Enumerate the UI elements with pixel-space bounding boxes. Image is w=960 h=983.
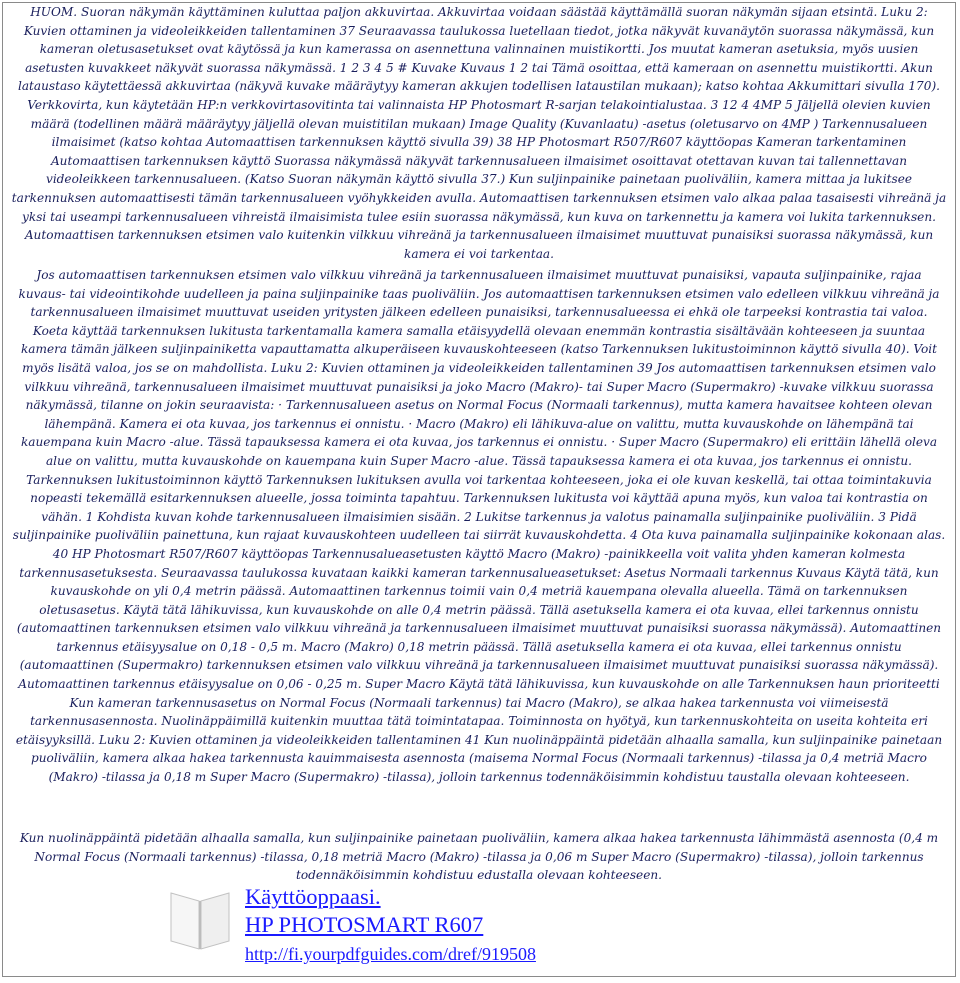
footer-links <box>245 883 536 966</box>
body-paragraph-3: Kun nuolinäppäintä pidetään alhaalla samalla, kun suljinpainike painetaan puoliväliin, kamera alkaa hakea tarkennusta lähimmästä asennosta (0,4 m Normal Focus (Normaali tarkennus) -tilassa, 0,18 metriä Macro (Makro) -tilassa ja 0,06 m Super Macro (Supermakro) -tilassa), jolloin tarkennus todennäköisimmin kohdistuu edustalla olevaan kohteeseen. <box>19 831 939 883</box>
guide-url-link[interactable]: http://fi.yourpdfguides.com/dref/919508 <box>245 944 536 964</box>
body-paragraph-2: Jos automaattisen tarkennuksen etsimen valo vilkkuu vihreänä ja tarkennusalueen ilmaisimet muuttuvat punaisiksi, vapauta suljinpainike, rajaa kuvaus- tai videointikohde uudelleen ja paina suljinpainike taas puoliväliin. Jos automaattisen tarkennuksen etsimen valo edelleen vilkkuu vihreänä ja tarkennusalueen ilmaisimet muuttuvat useiden yritysten jälkeen edelleen punaisiksi, tarkennusalueessa ei ehkä ole tarpeeksi kontrastia tai valoa. Koeta käyttää tarkennuksen lukitusta tarkentamalla kamera samalla etäisyydellä olevaan enemmän kontrastia sisältävään kohteeseen ja suuntaa kamera tämän jälkeen suljinpainiketta vapauttamatta alkuperäiseen kuvauskohteeseen (katso Tarkennuksen lukitustoiminnon käyttö sivulla 40). Voit myös lisätä valoa, jos se on mahdollista. Luku 2: Kuvien ottaminen ja videoleikkeiden tallentaminen 39 Jos automaattisen tarkennuksen etsimen valo vilkkuu vihreänä, tarkennusalueen ilmaisimet muuttuvat punaisiksi ja joko Macro (Makro)- tai Super Macro (Supermakro) -kuvake vilkkuu suorassa näkymässä, tilanne on jokin seuraavista: · Tarkennusalueen asetus on Normal Focus (Normaali tarkennus), mutta kamera havaitsee kohteen olevan lähempänä. Kamera ei ota kuvaa, jos tarkennus ei onnistu. · Macro (Makro) eli lähikuva-alue on valittu, mutta kuvauskohde on lähempänä tai kauempana kuin Macro -alue. Tässä tapauksessa kamera ei ota kuvaa, jos tarkennus ei onnistu. · Super Macro (Supermakro) eli erittäin lähellä oleva alue on valittu, mutta kuvauskohde on kauempana kuin Super Macro -alue. Tässä tapauksessa kamera ei ota kuvaa, jos tarkennus ei onnistu. Tarkennuksen lukitustoiminnon käyttö Tarkennuksen lukituksen avulla voi tarkentaa kohteeseen, joka ei ole kuvan keskellä, tai ottaa toimintakuvia nopeasti tekemällä esitarkennuksen alueelle, jossa toiminta tapahtuu. Tarkennuksen lukitusta voi käyttää apuna myös, kun valoa tai kontrastia on vähän. 1 Kohdista kuvan kohde tarkennusalueen ilmaisimien sisään. 2 Lukitse tarkennus ja valotus painamalla suljinpainike puoliväliin. 3 Pidä suljinpainike puoliväliin painettuna, kun rajaat kuvauskohteen uudelleen tai siirrät kuvauskohdetta. 4 Ota kuva painamalla suljinpainike kokonaan alas. 40 HP Photosmart R507/R607 käyttöopas Tarkennusalueasetusten käyttö Macro (Makro) -painikkeella voit valita yhden kameran kolmesta tarkennusasetuksesta. Seuraavassa taulukossa kuvataan kaikki kameran tarkennusalueasetukset: Asetus Normaali tarkennus Kuvaus Käytä tätä, kun kuvauskohde on yli 0,4 metrin päässä. Automaattinen tarkennus toimii vain 0,4 metriä kauempana olevalla alueella. Tämä on tarkennuksen oletusasetus. Käytä tätä lähikuvissa, kun kuvauskohde on alle 0,4 metrin päässä. Tällä asetuksella kamera ei ota kuvaa, ellei tarkennus onnistu (automaattinen tarkennuksen etsimen valo vilkkuu vihreänä ja tarkennusalueen ilmaisimet muuttuvat punaisiksi suorassa näkymässä). Automaattinen tarkennus etäisyysalue on 0,18 - 0,5 m. Macro (Makro) 0,18 metrin päässä. Tällä asetuksella kamera ei ota kuvaa, ellei tarkennus onnistu (automaattinen (Supermakro) tarkennuksen etsimen valo vilkkuu vihreänä ja tarkennusalueen ilmaisimet muuttuvat punaisiksi suorassa näkymässä). Automaattinen tarkennus etäisyysalue on 0,06 - 0,25 m. Super Macro Käytä tätä lähikuvissa, kun kuvauskohde on alle Tarkennuksen haun prioriteetti Kun kameran tarkennusasetus on Normal Focus (Normaali tarkennus) tai Macro (Makro), se alkaa hakea tarkennusta voi viimeisestä tarkennusasennosta. Nuolinäppäimillä kuitenkin muuttaa tätä toimintatapaa. Toiminnosta on hyötyä, kun tarkennuskohteita on useita kohteita eri etäisyyksillä. Luku 2: Kuvien ottaminen ja videoleikkeiden tallentaminen 41 Kun nuolinäppäintä pidetään alhaalla samalla, kun suljinpainike painetaan puoliväliin, kamera alkaa hakea tarkennusta kauimmaisesta asennosta (maisema Normal Focus (Normaali tarkennus) -tilassa ja 0,4 metriä Macro (Makro) -tilassa ja 0,18 m Super Macro (Supermakro) -tilassa), jolloin tarkennus todennäköisimmin kohdistuu taustalla olevaan kohteeseen. <box>12 268 946 785</box>
product-name-link[interactable]: HP PHOTOSMART R607 <box>245 912 484 937</box>
page-frame <box>2 2 956 977</box>
guide-book-icon <box>163 883 237 957</box>
body-paragraph-1: HUOM. Suoran näkymän käyttäminen kuluttaa paljon akkuvirtaa. Akkuvirtaa voidaan säästää käyttämällä suoran näkymän sijaan etsintä. Luku 2: Kuvien ottaminen ja videoleikkeiden tallentaminen 37 Seuraavassa taulukossa luetellaan tiedot, jotka näkyvät kuvanäytön suorassa näkymässä, kun kameran oletusasetukset ovat käytössä ja kun kamerassa on asennettuna valinnainen muistikortti. Jos muutat kameran asetuksia, myös uusien asetusten kuvakkeet näkyvät suorassa näkymässä. 1 2 3 4 5 # Kuvake Kuvaus 1 2 tai Tämä osoittaa, että kameraan on asennettu muistikortti. Akun lataustaso käytettäessä akkuvirtaa (näkyvä kuvake määräytyy kameran akkujen todellisen lataustilan mukaan); katso kohtaa Akkumittari sivulla 170). Verkkovirta, kun käytetään HP:n verkkovirtasovitinta tai valinnaista HP Photosmart R-sarjan telakointialustaa. 3 12 4 4MP 5 Jäljellä olevien kuvien määrä (todellinen määrä määräytyy jäljellä olevan muistitilan mukaan) Image Quality (Kuvanlaatu) -asetus (oletusarvo on 4MP ) Tarkennusalueen ilmaisimet (katso kohtaa Automaattisen tarkennuksen käyttö sivulla 39) 38 HP Photosmart R507/R607 käyttöopas Kameran tarkentaminen Automaattisen tarkennuksen käyttö Suorassa näkymässä näkyvät tarkennusalueen ilmaisimet osoittavat otettavan kuvan tai tallennettavan videoleikkeen tarkennusalueen. (Katso Suoran näkymän käyttö sivulla 37.) Kun suljinpainike painetaan puoliväliin, kamera mittaa ja lukitsee tarkennuksen automaattisesti tämän tarkennusalueen vyöhykkeiden avulla. Automaattisen tarkennuksen etsimen valo alkaa palaa tasaisesti vihreänä ja yksi tai useampi tarkennusalueen vihreistä ilmaisimista tulee esiin suorassa näkymässä, kun kuva on tarkennettu ja kamera voi lukita tarkennuksen. Automaattisen tarkennuksen etsimen valo kuitenkin vilkkuu vihreänä ja tarkennusalueen ilmaisimet muuttuvat punaisiksi suorassa näkymässä, kun kamera ei voi tarkentaa. <box>11 5 947 261</box>
guide-title-link[interactable]: Käyttöoppaasi. <box>245 884 381 909</box>
